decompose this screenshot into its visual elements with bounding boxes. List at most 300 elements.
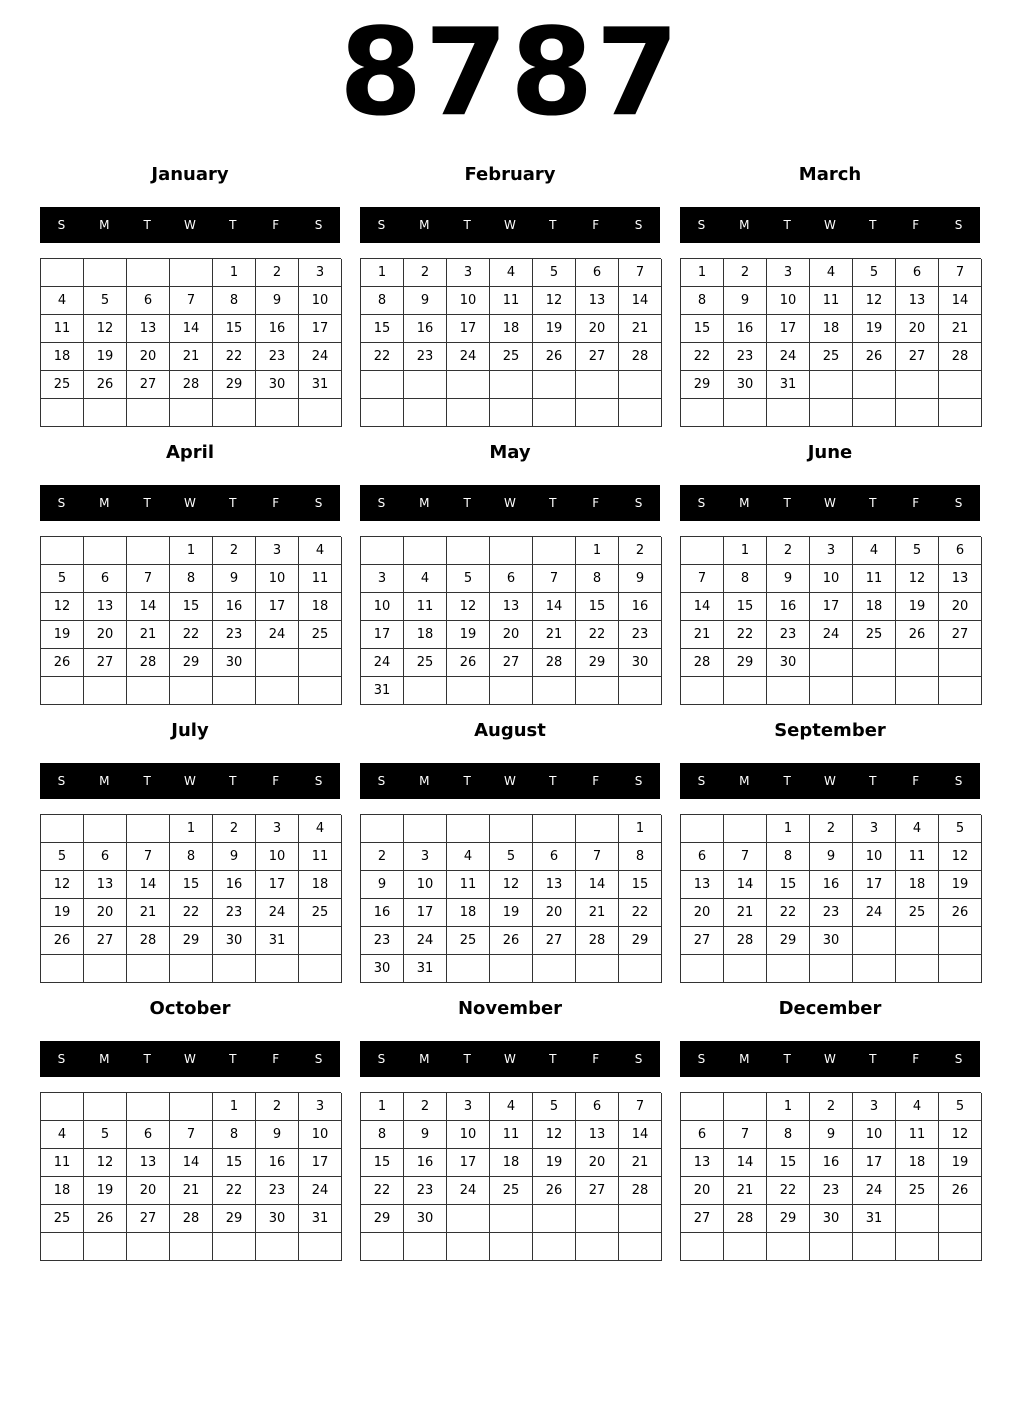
day-cell: 3 xyxy=(256,815,299,843)
day-cell: 22 xyxy=(361,1177,404,1205)
day-cell xyxy=(767,677,810,705)
day-cell: 20 xyxy=(533,899,576,927)
day-cell: 17 xyxy=(767,315,810,343)
day-cell: 19 xyxy=(853,315,896,343)
day-cell xyxy=(404,677,447,705)
day-cell xyxy=(681,537,724,565)
day-cell: 21 xyxy=(681,621,724,649)
weekday-header xyxy=(680,1041,980,1077)
weekday-label: W xyxy=(504,218,516,232)
weekday-label: S xyxy=(377,774,386,788)
day-cell: 17 xyxy=(299,315,342,343)
day-cell: 26 xyxy=(84,371,127,399)
day-cell xyxy=(533,371,576,399)
day-grid xyxy=(360,814,661,983)
weekday-label: M xyxy=(739,774,750,788)
day-cell: 29 xyxy=(170,649,213,677)
day-cell: 14 xyxy=(533,593,576,621)
day-cell xyxy=(84,1093,127,1121)
month-name: August xyxy=(474,720,546,741)
weekday-label: T xyxy=(869,1052,877,1066)
month-december xyxy=(680,994,980,1254)
day-cell: 4 xyxy=(896,815,939,843)
day-cell xyxy=(170,399,213,427)
day-cell: 5 xyxy=(84,1121,127,1149)
day-cell: 26 xyxy=(853,343,896,371)
weekday-label: W xyxy=(184,1052,196,1066)
day-cell xyxy=(41,1093,84,1121)
day-cell xyxy=(724,1233,767,1261)
weekday-label: F xyxy=(592,496,600,510)
day-cell: 1 xyxy=(361,1093,404,1121)
day-cell: 5 xyxy=(84,287,127,315)
day-cell xyxy=(256,1233,299,1261)
day-cell: 27 xyxy=(896,343,939,371)
day-cell: 17 xyxy=(404,899,447,927)
day-cell xyxy=(853,399,896,427)
day-cell: 26 xyxy=(490,927,533,955)
day-cell: 27 xyxy=(939,621,982,649)
day-cell: 24 xyxy=(810,621,853,649)
day-cell: 5 xyxy=(490,843,533,871)
day-cell xyxy=(576,1233,619,1261)
day-cell: 12 xyxy=(84,315,127,343)
day-cell xyxy=(256,399,299,427)
day-cell xyxy=(256,649,299,677)
weekday-label: S xyxy=(314,1052,323,1066)
day-cell xyxy=(447,371,490,399)
day-cell: 27 xyxy=(681,1205,724,1233)
month-name: November xyxy=(457,998,563,1019)
weekday-label: W xyxy=(824,1052,836,1066)
day-cell: 31 xyxy=(256,927,299,955)
weekday-label: F xyxy=(272,774,280,788)
day-cell: 17 xyxy=(447,315,490,343)
day-cell xyxy=(619,1205,662,1233)
day-cell xyxy=(84,815,127,843)
day-cell: 25 xyxy=(896,1177,939,1205)
day-cell: 29 xyxy=(213,371,256,399)
weekday-label: F xyxy=(592,1052,600,1066)
day-cell: 18 xyxy=(896,1149,939,1177)
day-cell xyxy=(853,649,896,677)
day-cell: 15 xyxy=(170,871,213,899)
day-grid xyxy=(680,814,981,983)
day-cell: 4 xyxy=(490,259,533,287)
day-cell xyxy=(213,399,256,427)
day-cell: 31 xyxy=(299,1205,342,1233)
day-cell: 10 xyxy=(810,565,853,593)
day-cell: 3 xyxy=(767,259,810,287)
day-cell xyxy=(404,815,447,843)
day-cell xyxy=(41,1233,84,1261)
day-cell xyxy=(84,537,127,565)
day-cell: 22 xyxy=(767,1177,810,1205)
day-cell: 13 xyxy=(681,1149,724,1177)
day-cell xyxy=(896,927,939,955)
day-cell: 2 xyxy=(213,537,256,565)
day-cell: 31 xyxy=(767,371,810,399)
weekday-label: S xyxy=(314,496,323,510)
day-cell: 9 xyxy=(619,565,662,593)
weekday-label: T xyxy=(869,496,877,510)
day-cell: 31 xyxy=(404,955,447,983)
day-cell xyxy=(170,677,213,705)
day-cell: 9 xyxy=(361,871,404,899)
day-cell: 12 xyxy=(447,593,490,621)
day-cell: 13 xyxy=(896,287,939,315)
day-cell: 1 xyxy=(724,537,767,565)
day-cell xyxy=(533,1233,576,1261)
day-cell: 9 xyxy=(724,287,767,315)
day-cell: 20 xyxy=(127,1177,170,1205)
day-cell: 11 xyxy=(853,565,896,593)
day-cell: 10 xyxy=(853,843,896,871)
day-cell: 20 xyxy=(681,1177,724,1205)
day-cell: 13 xyxy=(576,1121,619,1149)
day-cell: 14 xyxy=(170,1149,213,1177)
day-cell xyxy=(213,955,256,983)
day-cell: 15 xyxy=(681,315,724,343)
day-cell xyxy=(299,1233,342,1261)
day-cell: 2 xyxy=(361,843,404,871)
day-cell: 30 xyxy=(767,649,810,677)
day-cell: 28 xyxy=(170,371,213,399)
day-cell: 25 xyxy=(810,343,853,371)
day-cell: 25 xyxy=(490,343,533,371)
day-cell: 20 xyxy=(490,621,533,649)
day-cell: 2 xyxy=(767,537,810,565)
weekday-label: F xyxy=(272,1052,280,1066)
weekday-label: M xyxy=(99,1052,110,1066)
day-cell xyxy=(170,1233,213,1261)
day-cell: 26 xyxy=(533,1177,576,1205)
day-grid xyxy=(680,1092,981,1261)
day-cell: 12 xyxy=(84,1149,127,1177)
weekday-label: T xyxy=(783,774,791,788)
day-cell: 14 xyxy=(724,1149,767,1177)
day-cell: 27 xyxy=(84,649,127,677)
day-cell: 22 xyxy=(619,899,662,927)
day-cell: 14 xyxy=(127,593,170,621)
weekday-label: T xyxy=(783,1052,791,1066)
day-cell: 26 xyxy=(41,649,84,677)
day-grid xyxy=(680,536,981,705)
day-cell: 10 xyxy=(447,1121,490,1149)
day-cell: 29 xyxy=(170,927,213,955)
day-cell: 9 xyxy=(810,843,853,871)
day-cell: 9 xyxy=(404,1121,447,1149)
day-cell: 6 xyxy=(490,565,533,593)
day-cell: 16 xyxy=(361,899,404,927)
day-cell xyxy=(41,815,84,843)
weekday-label: F xyxy=(592,774,600,788)
weekday-label: T xyxy=(549,496,557,510)
day-cell: 8 xyxy=(213,287,256,315)
day-cell: 30 xyxy=(810,927,853,955)
day-cell: 5 xyxy=(939,1093,982,1121)
day-cell: 4 xyxy=(490,1093,533,1121)
day-cell: 19 xyxy=(490,899,533,927)
weekday-label: T xyxy=(783,218,791,232)
day-cell: 11 xyxy=(447,871,490,899)
day-cell: 25 xyxy=(896,899,939,927)
day-cell: 21 xyxy=(170,1177,213,1205)
weekday-label: S xyxy=(377,496,386,510)
day-cell: 7 xyxy=(533,565,576,593)
weekday-label: T xyxy=(463,1052,471,1066)
day-cell: 19 xyxy=(533,1149,576,1177)
day-cell: 4 xyxy=(299,537,342,565)
day-cell: 23 xyxy=(404,343,447,371)
day-cell: 27 xyxy=(576,343,619,371)
month-name: March xyxy=(798,164,862,185)
day-cell: 12 xyxy=(533,287,576,315)
month-name: September xyxy=(774,720,886,741)
weekday-header xyxy=(360,1041,660,1077)
day-cell xyxy=(576,399,619,427)
day-cell xyxy=(533,815,576,843)
weekday-label: T xyxy=(549,218,557,232)
weekday-header xyxy=(40,763,340,799)
day-cell: 26 xyxy=(84,1205,127,1233)
month-october xyxy=(40,994,340,1254)
day-cell: 19 xyxy=(447,621,490,649)
day-cell: 12 xyxy=(939,843,982,871)
month-name: May xyxy=(489,442,531,463)
day-cell: 5 xyxy=(41,843,84,871)
day-cell xyxy=(127,399,170,427)
day-cell: 3 xyxy=(299,259,342,287)
day-cell xyxy=(619,399,662,427)
day-cell xyxy=(361,537,404,565)
day-cell xyxy=(896,1205,939,1233)
day-cell xyxy=(681,955,724,983)
day-cell: 29 xyxy=(576,649,619,677)
day-cell xyxy=(853,371,896,399)
day-cell: 10 xyxy=(256,565,299,593)
day-cell xyxy=(533,1205,576,1233)
day-cell: 11 xyxy=(299,843,342,871)
weekday-label: F xyxy=(912,1052,920,1066)
day-cell: 13 xyxy=(127,1149,170,1177)
day-cell xyxy=(213,677,256,705)
day-cell xyxy=(810,649,853,677)
day-cell: 4 xyxy=(404,565,447,593)
weekday-label: S xyxy=(954,496,963,510)
day-cell: 23 xyxy=(810,899,853,927)
day-cell xyxy=(681,815,724,843)
day-cell: 3 xyxy=(361,565,404,593)
month-name: December xyxy=(778,998,882,1019)
weekday-label: T xyxy=(463,496,471,510)
day-cell: 7 xyxy=(127,843,170,871)
weekday-label: S xyxy=(634,218,643,232)
day-cell: 13 xyxy=(127,315,170,343)
day-cell: 28 xyxy=(681,649,724,677)
day-cell xyxy=(533,537,576,565)
day-cell xyxy=(404,537,447,565)
day-cell xyxy=(576,371,619,399)
day-cell: 17 xyxy=(853,1149,896,1177)
day-cell: 23 xyxy=(256,343,299,371)
day-cell xyxy=(490,1205,533,1233)
day-cell: 22 xyxy=(213,1177,256,1205)
day-cell: 17 xyxy=(299,1149,342,1177)
weekday-label: F xyxy=(912,218,920,232)
day-cell: 11 xyxy=(299,565,342,593)
day-cell: 7 xyxy=(170,287,213,315)
weekday-label: S xyxy=(377,218,386,232)
day-cell: 7 xyxy=(170,1121,213,1149)
day-cell xyxy=(170,955,213,983)
weekday-label: S xyxy=(697,1052,706,1066)
day-cell: 2 xyxy=(256,1093,299,1121)
day-cell: 19 xyxy=(533,315,576,343)
weekday-label: W xyxy=(504,774,516,788)
day-cell: 24 xyxy=(299,1177,342,1205)
day-cell: 25 xyxy=(41,371,84,399)
day-cell: 21 xyxy=(724,899,767,927)
day-cell: 5 xyxy=(853,259,896,287)
day-cell: 28 xyxy=(533,649,576,677)
day-cell xyxy=(896,677,939,705)
day-cell: 10 xyxy=(256,843,299,871)
weekday-label: W xyxy=(184,774,196,788)
day-cell: 6 xyxy=(127,287,170,315)
day-cell xyxy=(170,1093,213,1121)
day-cell xyxy=(896,399,939,427)
month-september xyxy=(680,716,980,976)
weekday-label: T xyxy=(869,774,877,788)
day-cell: 16 xyxy=(619,593,662,621)
day-cell: 19 xyxy=(84,1177,127,1205)
day-cell: 20 xyxy=(576,1149,619,1177)
day-cell xyxy=(810,1233,853,1261)
day-cell xyxy=(939,371,982,399)
day-cell: 6 xyxy=(127,1121,170,1149)
day-cell: 29 xyxy=(681,371,724,399)
day-cell: 27 xyxy=(127,371,170,399)
day-cell: 3 xyxy=(853,1093,896,1121)
day-cell xyxy=(724,1093,767,1121)
day-cell: 8 xyxy=(724,565,767,593)
day-cell: 14 xyxy=(619,287,662,315)
day-cell: 6 xyxy=(939,537,982,565)
day-cell: 11 xyxy=(896,843,939,871)
day-cell: 29 xyxy=(213,1205,256,1233)
day-cell: 29 xyxy=(724,649,767,677)
weekday-label: S xyxy=(314,774,323,788)
day-cell: 15 xyxy=(767,1149,810,1177)
day-cell: 18 xyxy=(299,593,342,621)
month-name: June xyxy=(807,442,853,463)
day-cell: 2 xyxy=(256,259,299,287)
day-cell xyxy=(84,677,127,705)
day-cell: 10 xyxy=(299,1121,342,1149)
day-cell xyxy=(361,371,404,399)
weekday-label: S xyxy=(634,1052,643,1066)
day-cell: 31 xyxy=(361,677,404,705)
weekday-label: T xyxy=(143,1052,151,1066)
day-cell: 23 xyxy=(619,621,662,649)
day-cell: 4 xyxy=(896,1093,939,1121)
day-cell: 10 xyxy=(767,287,810,315)
day-cell: 8 xyxy=(576,565,619,593)
day-cell: 28 xyxy=(724,927,767,955)
weekday-label: T xyxy=(549,1052,557,1066)
day-cell: 8 xyxy=(619,843,662,871)
weekday-label: T xyxy=(229,774,237,788)
day-cell: 5 xyxy=(939,815,982,843)
weekday-header xyxy=(360,763,660,799)
weekday-header xyxy=(680,207,980,243)
day-cell xyxy=(896,649,939,677)
day-cell: 22 xyxy=(681,343,724,371)
day-cell xyxy=(767,955,810,983)
weekday-label: T xyxy=(143,774,151,788)
day-cell: 1 xyxy=(213,1093,256,1121)
day-cell: 9 xyxy=(256,287,299,315)
day-cell xyxy=(490,677,533,705)
day-cell: 7 xyxy=(576,843,619,871)
day-cell: 20 xyxy=(896,315,939,343)
day-cell: 19 xyxy=(896,593,939,621)
weekday-label: M xyxy=(739,1052,750,1066)
weekday-header xyxy=(40,1041,340,1077)
day-cell: 29 xyxy=(767,927,810,955)
weekday-label: T xyxy=(463,218,471,232)
day-cell: 24 xyxy=(767,343,810,371)
weekday-label: S xyxy=(377,1052,386,1066)
day-cell xyxy=(447,399,490,427)
day-cell: 7 xyxy=(127,565,170,593)
day-cell: 7 xyxy=(681,565,724,593)
day-cell: 22 xyxy=(213,343,256,371)
day-cell xyxy=(404,1233,447,1261)
weekday-label: T xyxy=(143,218,151,232)
day-cell: 28 xyxy=(619,1177,662,1205)
day-cell: 11 xyxy=(810,287,853,315)
day-cell: 5 xyxy=(447,565,490,593)
day-cell xyxy=(576,1205,619,1233)
day-cell xyxy=(724,399,767,427)
day-cell xyxy=(619,955,662,983)
day-cell: 26 xyxy=(939,1177,982,1205)
day-cell: 21 xyxy=(724,1177,767,1205)
day-cell: 27 xyxy=(490,649,533,677)
day-cell: 3 xyxy=(447,1093,490,1121)
day-cell: 1 xyxy=(619,815,662,843)
day-cell: 16 xyxy=(810,1149,853,1177)
weekday-header xyxy=(40,207,340,243)
day-cell: 23 xyxy=(213,899,256,927)
day-cell: 23 xyxy=(404,1177,447,1205)
weekday-header xyxy=(360,207,660,243)
day-cell xyxy=(41,399,84,427)
day-cell: 4 xyxy=(299,815,342,843)
day-cell: 29 xyxy=(619,927,662,955)
day-cell xyxy=(84,1233,127,1261)
day-cell: 6 xyxy=(896,259,939,287)
day-cell xyxy=(84,259,127,287)
day-cell: 6 xyxy=(84,843,127,871)
day-cell: 4 xyxy=(447,843,490,871)
month-name: April xyxy=(165,442,215,463)
day-cell: 27 xyxy=(681,927,724,955)
day-cell: 18 xyxy=(490,315,533,343)
day-cell: 14 xyxy=(576,871,619,899)
